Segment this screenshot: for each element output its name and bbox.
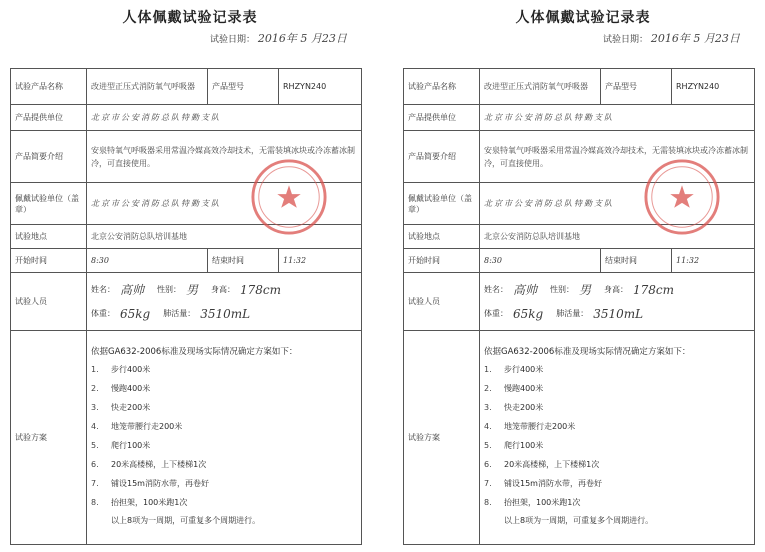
table-row	[11, 331, 362, 545]
list-item	[91, 493, 357, 512]
test-date	[603, 30, 740, 46]
date-value: 2016年 5 月23日	[257, 32, 347, 45]
table-row	[11, 69, 362, 105]
table-row	[11, 273, 362, 331]
person-line-1	[91, 278, 357, 302]
intro-label: 产品简要介绍	[404, 131, 480, 183]
record-table	[403, 68, 755, 545]
list-item	[484, 474, 750, 493]
gender-value: 男	[579, 282, 592, 297]
plan-head: 依据GA632-2006标准及现场实际情况确定方案如下：	[484, 347, 691, 357]
plan-note: 以上8项为一周期，可重复多个周期进行。	[504, 516, 654, 525]
table-row	[11, 225, 362, 249]
gender-label: 性别：	[157, 284, 182, 294]
list-item	[91, 398, 357, 417]
model-value: RHZYN240	[279, 69, 362, 105]
list-item	[91, 455, 357, 474]
record-form-right	[403, 0, 763, 552]
height-value: 178cm	[240, 282, 282, 297]
list-item	[484, 455, 750, 474]
name-label: 姓名：	[91, 284, 115, 294]
product-name-label: 试验产品名称	[11, 69, 87, 105]
plan-note: 以上8项为一周期，可重复多个周期进行。	[111, 516, 261, 525]
list-item	[484, 379, 750, 398]
item-text: 20米高楼梯，上下楼梯1次	[504, 460, 600, 469]
place-value: 北京公安消防总队培训基地	[87, 225, 362, 249]
form-title: 人体佩戴试验记录表	[515, 10, 651, 26]
table-row	[404, 331, 755, 545]
intro-value: 安泉特氧气呼吸器采用常温冷媒高效冷却技术，无需装填冰块或冷冻蓄冰制冷，可直接使用。	[87, 131, 362, 183]
person-line-2	[91, 302, 357, 326]
list-item	[484, 360, 750, 379]
list-item	[484, 398, 750, 417]
list-item	[484, 417, 750, 436]
provider-label: 产品提供单位	[11, 105, 87, 131]
provider-value: 北京市公安消防总队特勤支队	[87, 105, 362, 131]
item-text: 爬行100米	[111, 441, 151, 450]
item-number: 4.	[484, 422, 492, 431]
gender-value: 男	[186, 282, 199, 297]
table-row	[404, 183, 755, 225]
table-row	[404, 273, 755, 331]
lung-label: 肺活量：	[556, 308, 589, 318]
place-value: 北京公安消防总队培训基地	[480, 225, 755, 249]
table-row	[404, 225, 755, 249]
wearer-unit-label: 佩戴试验单位（盖章）	[11, 183, 87, 225]
height-label: 身高：	[211, 284, 236, 294]
item-number: 6.	[484, 460, 492, 469]
intro-value: 安泉特氧气呼吸器采用常温冷媒高效冷却技术，无需装填冰块或冷冻蓄冰制冷，可直接使用。	[480, 131, 755, 183]
item-number: 1.	[91, 365, 99, 374]
item-text: 快走200米	[111, 403, 151, 412]
item-text: 铺设15m消防水带，再卷好	[504, 479, 602, 488]
item-number: 7.	[484, 479, 492, 488]
lung-value: 3510mL	[200, 306, 251, 321]
form-title: 人体佩戴试验记录表	[122, 10, 258, 26]
product-name-label: 试验产品名称	[404, 69, 480, 105]
list-item	[91, 474, 357, 493]
end-label: 结束时间	[601, 249, 672, 273]
item-number: 1.	[484, 365, 492, 374]
model-label: 产品型号	[601, 69, 672, 105]
height-value: 178cm	[633, 282, 675, 297]
item-number: 8.	[91, 498, 99, 507]
item-text: 铺设15m消防水带，再卷好	[111, 479, 209, 488]
plan-label: 试验方案	[404, 331, 480, 545]
model-value: RHZYN240	[672, 69, 755, 105]
height-label: 身高：	[604, 284, 629, 294]
end-label: 结束时间	[208, 249, 279, 273]
name-label: 姓名：	[484, 284, 508, 294]
table-row	[404, 105, 755, 131]
name-value: 高帅	[513, 282, 538, 297]
end-value: 11:32	[672, 249, 755, 273]
wearer-unit-value: 北京市公安消防总队特勤支队	[87, 183, 362, 225]
start-label: 开始时间	[11, 249, 87, 273]
table-row	[11, 105, 362, 131]
plan-label: 试验方案	[11, 331, 87, 545]
person-info	[480, 273, 755, 331]
date-label: 试验日期：	[210, 35, 256, 45]
wearer-unit-value: 北京市公安消防总队特勤支队	[480, 183, 755, 225]
list-item	[91, 360, 357, 379]
wearer-unit-label: 佩戴试验单位（盖章）	[404, 183, 480, 225]
item-text: 快走200米	[504, 403, 544, 412]
item-number: 3.	[91, 403, 99, 412]
table-row	[11, 183, 362, 225]
weight-value: 65kg	[513, 306, 544, 321]
place-label: 试验地点	[11, 225, 87, 249]
gender-label: 性别：	[550, 284, 575, 294]
table-row	[11, 131, 362, 183]
record-table	[10, 68, 362, 545]
lung-value: 3510mL	[593, 306, 644, 321]
intro-label: 产品简要介绍	[11, 131, 87, 183]
item-number: 2.	[91, 384, 99, 393]
list-item	[484, 436, 750, 455]
list-item	[91, 379, 357, 398]
place-label: 试验地点	[404, 225, 480, 249]
start-value: 8:30	[480, 249, 601, 273]
person-line-2	[484, 302, 750, 326]
table-row	[11, 249, 362, 273]
item-text: 地笼带腰行走200米	[111, 422, 183, 431]
lung-label: 肺活量：	[163, 308, 196, 318]
date-value: 2016年 5 月23日	[650, 32, 740, 45]
list-item	[91, 436, 357, 455]
person-info	[87, 273, 362, 331]
end-value: 11:32	[279, 249, 362, 273]
item-number: 5.	[484, 441, 492, 450]
item-text: 20米高楼梯，上下楼梯1次	[111, 460, 207, 469]
item-text: 慢跑400米	[111, 384, 151, 393]
list-item	[91, 417, 357, 436]
item-number: 2.	[484, 384, 492, 393]
product-name-value: 改进型正压式消防氧气呼吸器	[480, 69, 601, 105]
table-row	[404, 249, 755, 273]
list-item	[484, 493, 750, 512]
plan-content	[87, 331, 362, 545]
table-row	[404, 69, 755, 105]
start-label: 开始时间	[404, 249, 480, 273]
table-row	[404, 131, 755, 183]
item-text: 步行400米	[504, 365, 544, 374]
provider-label: 产品提供单位	[404, 105, 480, 131]
test-date	[210, 30, 347, 46]
plan-head: 依据GA632-2006标准及现场实际情况确定方案如下：	[91, 347, 298, 357]
item-text: 步行400米	[111, 365, 151, 374]
item-text: 地笼带腰行走200米	[504, 422, 576, 431]
model-label: 产品型号	[208, 69, 279, 105]
weight-value: 65kg	[120, 306, 151, 321]
weight-label: 体重：	[91, 308, 115, 318]
item-number: 7.	[91, 479, 99, 488]
person-label: 试验人员	[404, 273, 480, 331]
start-value: 8:30	[87, 249, 208, 273]
item-text: 抬担架，100米跑1次	[111, 498, 188, 507]
item-number: 8.	[484, 498, 492, 507]
weight-label: 体重：	[484, 308, 508, 318]
name-value: 高帅	[120, 282, 145, 297]
item-text: 爬行100米	[504, 441, 544, 450]
item-number: 6.	[91, 460, 99, 469]
item-number: 3.	[484, 403, 492, 412]
item-number: 4.	[91, 422, 99, 431]
product-name-value: 改进型正压式消防氧气呼吸器	[87, 69, 208, 105]
item-text: 慢跑400米	[504, 384, 544, 393]
record-form-left	[10, 0, 370, 552]
person-line-1	[484, 278, 750, 302]
item-number: 5.	[91, 441, 99, 450]
provider-value: 北京市公安消防总队特勤支队	[480, 105, 755, 131]
plan-content	[480, 331, 755, 545]
person-label: 试验人员	[11, 273, 87, 331]
item-text: 抬担架，100米跑1次	[504, 498, 581, 507]
date-label: 试验日期：	[603, 35, 649, 45]
